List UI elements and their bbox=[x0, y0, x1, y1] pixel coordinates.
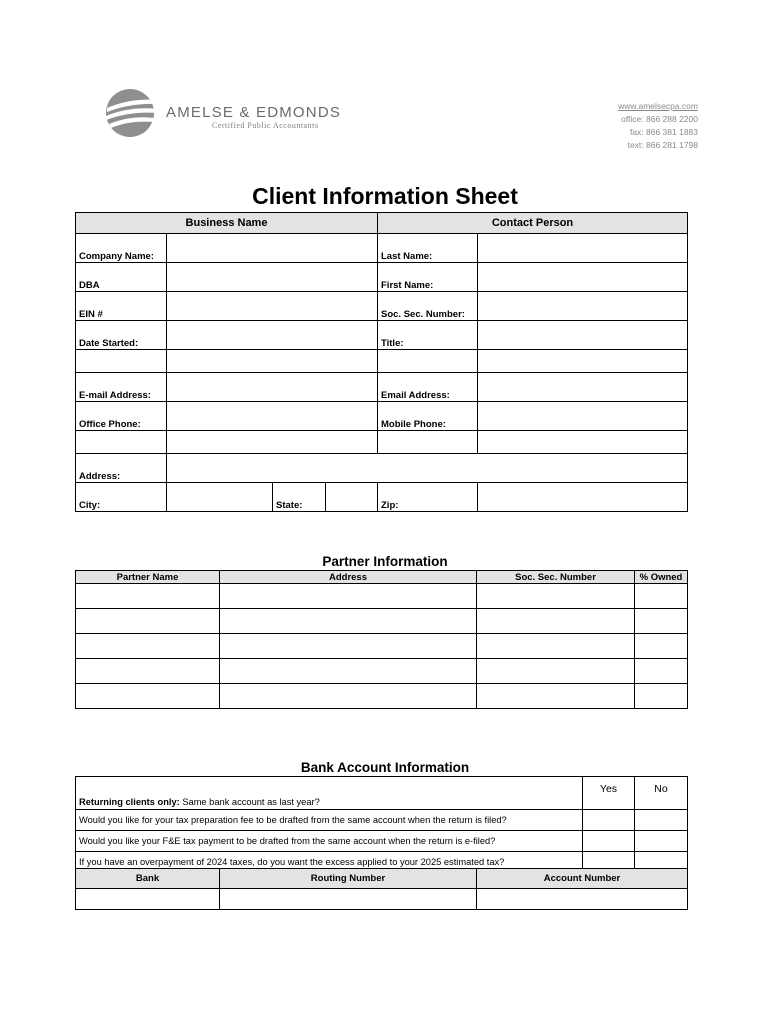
blank-business-field-2[interactable] bbox=[167, 431, 378, 454]
address-label: Address: bbox=[76, 454, 167, 483]
partner-address-field[interactable] bbox=[220, 659, 477, 684]
last-name-label: Last Name: bbox=[378, 234, 478, 263]
partner-section-title: Partner Information bbox=[322, 554, 448, 569]
first-name-label: First Name: bbox=[378, 263, 478, 292]
partner-owned-header: % Owned bbox=[635, 571, 688, 584]
title-label: Title: bbox=[378, 321, 478, 350]
blank-label-cell bbox=[76, 350, 167, 373]
account-number-field[interactable] bbox=[477, 889, 688, 910]
table-row bbox=[76, 684, 688, 709]
partner-ssn-field[interactable] bbox=[477, 634, 635, 659]
dba-field[interactable] bbox=[167, 263, 378, 292]
zip-label: Zip: bbox=[378, 483, 478, 512]
company-name-label: Company Name: bbox=[76, 234, 167, 263]
first-name-field[interactable] bbox=[478, 263, 688, 292]
fe-tax-payment-yes[interactable] bbox=[583, 831, 635, 852]
table-row bbox=[76, 634, 688, 659]
fe-tax-payment-question: Would you like your F&E tax payment to be drafted from the same account when the return is e-filed? bbox=[76, 831, 583, 852]
blank-contact-label-cell-2 bbox=[378, 431, 478, 454]
ein-field[interactable] bbox=[167, 292, 378, 321]
title-field[interactable] bbox=[478, 321, 688, 350]
email-label: E-mail Address: bbox=[76, 373, 167, 402]
ssn-label: Soc. Sec. Number: bbox=[378, 292, 478, 321]
partner-address-field[interactable] bbox=[220, 609, 477, 634]
partner-name-field[interactable] bbox=[76, 584, 220, 609]
partner-name-field[interactable] bbox=[76, 684, 220, 709]
yes-column-header: Yes bbox=[583, 777, 635, 810]
city-label: City: bbox=[76, 483, 167, 512]
firm-subtitle: Certified Public Accountants bbox=[212, 121, 319, 130]
partner-address-field[interactable] bbox=[220, 684, 477, 709]
blank-label-cell-2 bbox=[76, 431, 167, 454]
tax-fee-draft-yes[interactable] bbox=[583, 810, 635, 831]
partner-ssn-field[interactable] bbox=[477, 684, 635, 709]
partner-name-field[interactable] bbox=[76, 609, 220, 634]
company-name-field[interactable] bbox=[167, 234, 378, 263]
partner-owned-field[interactable] bbox=[635, 584, 688, 609]
returning-clients-question bbox=[76, 777, 583, 810]
mobile-phone-field[interactable] bbox=[478, 402, 688, 431]
dba-label: DBA bbox=[76, 263, 167, 292]
page-title: Client Information Sheet bbox=[252, 183, 518, 209]
blank-contact-label-cell bbox=[378, 350, 478, 373]
blank-contact-field[interactable] bbox=[478, 350, 688, 373]
routing-number-field[interactable] bbox=[220, 889, 477, 910]
account-number-header: Account Number bbox=[477, 869, 688, 889]
firm-fax: fax: 866 381 1883 bbox=[629, 127, 698, 137]
overpayment-question: If you have an overpayment of 2024 taxes, do you want the excess applied to your 2025 estimated tax? bbox=[76, 852, 583, 873]
state-label: State: bbox=[273, 483, 326, 512]
no-column-header: No bbox=[635, 777, 688, 810]
date-started-field[interactable] bbox=[167, 321, 378, 350]
partner-name-header: Partner Name bbox=[76, 571, 220, 584]
partner-owned-field[interactable] bbox=[635, 609, 688, 634]
email-field[interactable] bbox=[167, 373, 378, 402]
zip-field[interactable] bbox=[478, 483, 688, 512]
state-field[interactable] bbox=[326, 483, 378, 512]
table-row bbox=[76, 609, 688, 634]
mobile-phone-label: Mobile Phone: bbox=[378, 402, 478, 431]
firm-text: text: 866 281 1798 bbox=[627, 140, 698, 150]
partner-ssn-field[interactable] bbox=[477, 584, 635, 609]
tax-fee-draft-no[interactable] bbox=[635, 810, 688, 831]
bank-field[interactable] bbox=[76, 889, 220, 910]
bank-section-title: Bank Account Information bbox=[300, 760, 470, 775]
partner-ssn-field[interactable] bbox=[477, 609, 635, 634]
contact-email-field[interactable] bbox=[478, 373, 688, 402]
table-row bbox=[76, 584, 688, 609]
blank-business-field[interactable] bbox=[167, 350, 378, 373]
contact-email-label: Email Address: bbox=[378, 373, 478, 402]
firm-website[interactable]: www.amelsecpa.com bbox=[618, 101, 698, 111]
partner-owned-field[interactable] bbox=[635, 659, 688, 684]
city-field[interactable] bbox=[167, 483, 273, 512]
ein-label: EIN # bbox=[76, 292, 167, 321]
office-phone-field[interactable] bbox=[167, 402, 378, 431]
bank-header: Bank bbox=[76, 869, 220, 889]
partner-table bbox=[75, 570, 688, 709]
returning-clients-label: Returning clients only: bbox=[79, 797, 180, 807]
address-field[interactable] bbox=[167, 454, 688, 483]
last-name-field[interactable] bbox=[478, 234, 688, 263]
partner-address-field[interactable] bbox=[220, 584, 477, 609]
office-phone-label: Office Phone: bbox=[76, 402, 167, 431]
firm-contact-block bbox=[618, 100, 698, 152]
ssn-field[interactable] bbox=[478, 292, 688, 321]
tax-fee-draft-question: Would you like for your tax preparation fee to be drafted from the same account when the return is filed? bbox=[76, 810, 583, 831]
routing-number-header: Routing Number bbox=[220, 869, 477, 889]
client-info-table bbox=[75, 212, 688, 512]
bank-questions-table bbox=[75, 776, 688, 873]
firm-name: AMELSE & EDMONDS bbox=[166, 104, 342, 121]
contact-person-header: Contact Person bbox=[378, 213, 688, 234]
partner-name-field[interactable] bbox=[76, 659, 220, 684]
partner-address-header: Address bbox=[220, 571, 477, 584]
partner-owned-field[interactable] bbox=[635, 634, 688, 659]
table-row bbox=[76, 659, 688, 684]
partner-ssn-field[interactable] bbox=[477, 659, 635, 684]
partner-ssn-header: Soc. Sec. Number bbox=[477, 571, 635, 584]
blank-contact-field-2[interactable] bbox=[478, 431, 688, 454]
table-row bbox=[76, 889, 688, 910]
returning-clients-text: Same bank account as last year? bbox=[179, 797, 320, 807]
partner-address-field[interactable] bbox=[220, 634, 477, 659]
bank-account-table bbox=[75, 868, 688, 910]
partner-owned-field[interactable] bbox=[635, 684, 688, 709]
fe-tax-payment-no[interactable] bbox=[635, 831, 688, 852]
date-started-label: Date Started: bbox=[76, 321, 167, 350]
business-name-header: Business Name bbox=[76, 213, 378, 234]
partner-name-field[interactable] bbox=[76, 634, 220, 659]
firm-office-phone: office: 866 288 2200 bbox=[621, 114, 698, 124]
